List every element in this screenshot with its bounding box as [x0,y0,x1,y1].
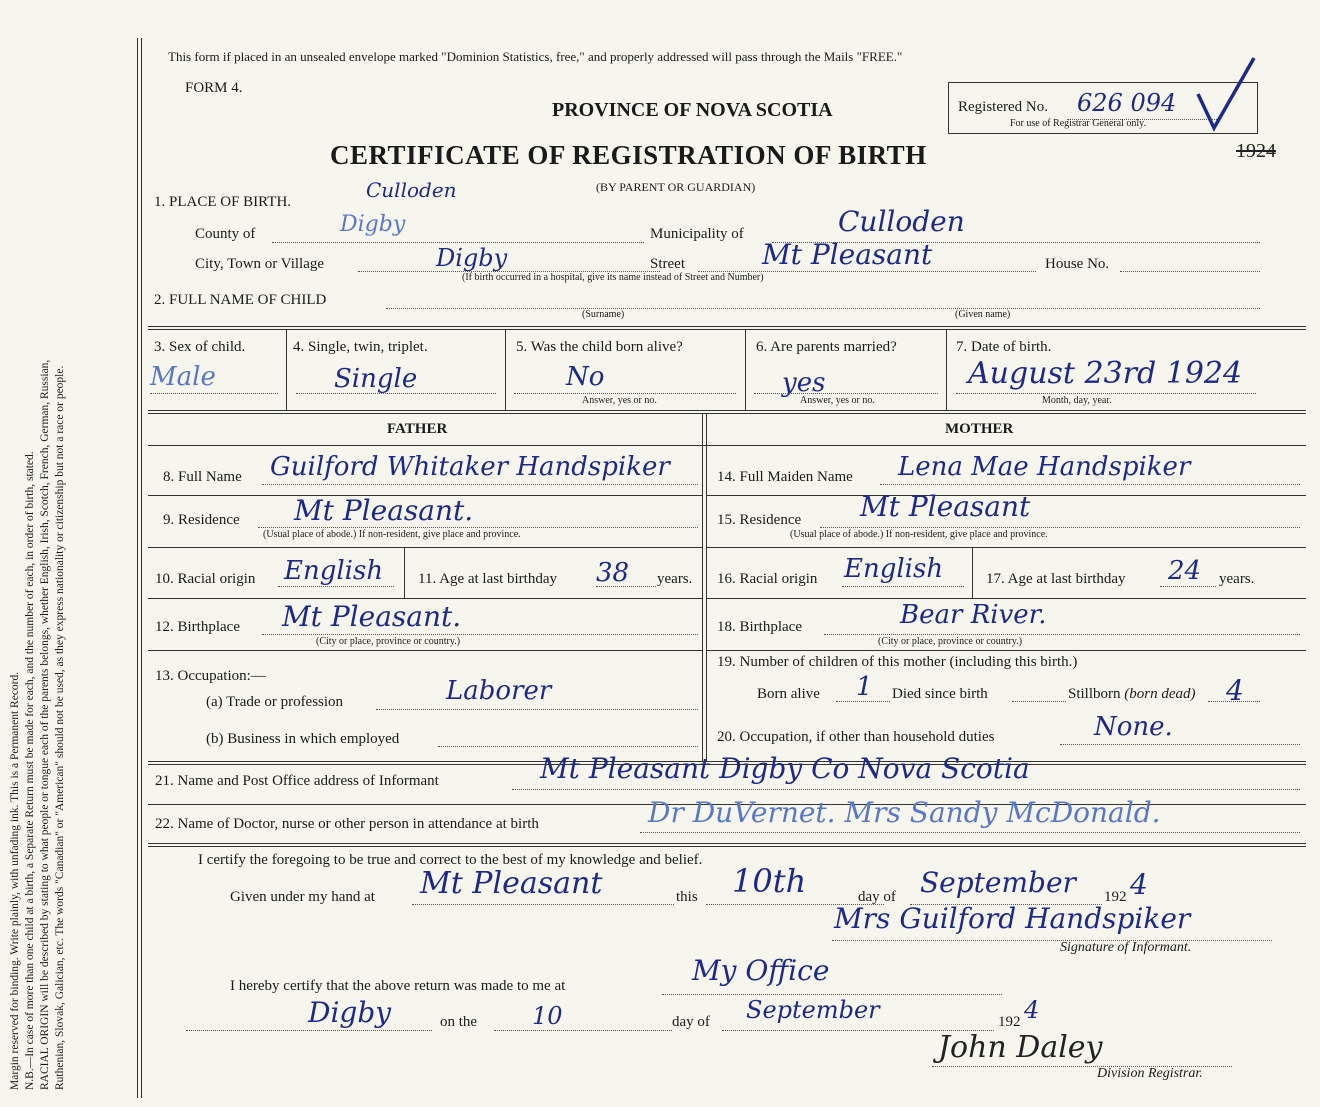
sex-value: Male [150,362,216,392]
informant-signature: Mrs Guilford Handspiker [834,902,1191,935]
margin-note-4: Ruthenian, Slovak, Galician, etc. The words "Canadian" or "American" should not be used, as they express nationality or citizenship but not a race or people. [54,365,66,1090]
informant-value: Mt Pleasant Digby Co Nova Scotia [540,752,1030,785]
place-of-birth-label: 1. PLACE OF BIRTH. [154,194,292,210]
year-stamp: 1924 [1236,140,1276,162]
mother-years-label: years. [1219,571,1255,587]
children-count-label: 19. Number of children of this mother (including this birth.) [717,654,1078,670]
municipality-value: Culloden [838,205,965,238]
surname-note: (Surname) [582,309,625,320]
form-left-border [137,38,138,1098]
father-birthplace-value: Mt Pleasant. [282,600,462,633]
mother-age-value: 24 [1168,556,1202,586]
given-year-prefix: 192 [1104,889,1127,905]
date-of-birth-label: 7. Date of birth. [956,339,1052,355]
father-birthplace-label: 12. Birthplace [155,619,240,635]
father-heading: FATHER [387,421,448,437]
father-residence-label: 9. Residence [163,512,240,528]
given-month-value: September [920,866,1076,899]
on-the-label: on the [440,1014,478,1030]
date-note: Month, day, year. [1042,395,1112,406]
sex-label: 3. Sex of child. [154,339,246,355]
mother-residence-label: 15. Residence [717,512,802,528]
child-name-label: 2. FULL NAME OF CHILD [154,292,327,308]
trade-label: (a) Trade or profession [206,694,344,710]
plurality-value: Single [334,364,418,394]
father-age-value: 38 [596,558,630,588]
father-residence-note: (Usual place of abode.) If non-resident, give place and province. [263,529,521,540]
registrar-note: For use of Registrar General only. [1010,118,1146,129]
born-alive-value: No [566,362,605,392]
father-age-label: 11. Age at last birthday [418,571,557,587]
street-label: Street [650,256,685,272]
margin-note-2: N.B.—In case of more than one child at a birth, a Separate Return must be made for each, and the number of each, in order of birth, stated. [24,451,36,1090]
mother-occupation-value: None. [1094,712,1173,742]
municipality-label: Municipality of [650,226,744,242]
stillborn-label-text: Stillborn [1068,686,1121,702]
born-alive-count-value: 1 [856,672,873,702]
mother-racial-value: English [844,554,944,584]
registrar-statement: I hereby certify that the above return was made to me at [230,978,566,994]
mother-heading: MOTHER [945,421,1014,437]
certificate-subtitle: (BY PARENT OR GUARDIAN) [596,180,756,194]
checkmark-icon [1190,52,1260,132]
father-birthplace-note: (City or place, province or country.) [316,636,461,647]
doctor-label: 22. Name of Doctor, nurse or other person in attendance at birth [155,816,539,832]
stillborn-count-value: 4 [1226,674,1244,707]
province-heading: PROVINCE OF NOVA SCOTIA [552,99,833,121]
given-place-value: Mt Pleasant [420,866,603,901]
mother-age-label: 17. Age at last birthday [986,571,1126,587]
registered-label: Registered No. [958,99,1048,115]
father-name-value: Guilford Whitaker Handspiker [270,452,670,482]
yes-no-note-5: Answer, yes or no. [582,395,657,406]
mother-residence-note: (Usual place of abode.) If non-resident, give place and province. [790,529,1048,540]
trade-value: Laborer [446,676,552,706]
hospital-note: (If birth occurred in a hospital, give its name instead of Street and Number) [462,272,764,283]
place-of-birth-value: Culloden [366,178,457,202]
registrar-year-value: 4 [1024,996,1040,1024]
given-year-value: 4 [1130,868,1148,901]
registrar-town-value: Digby [308,996,392,1029]
margin-notes [8,30,130,1090]
mother-birthplace-label: 18. Birthplace [717,619,802,635]
given-under-hand-label: Given under my hand at [230,889,375,905]
parents-married-value: yes [782,368,826,398]
father-occupation-label: 13. Occupation:— [155,668,266,684]
mother-residence-value: Mt Pleasant [860,490,1031,523]
form-number: FORM 4. [185,80,243,96]
parents-married-label: 6. Are parents married? [756,339,897,355]
mother-occupation-label: 20. Occupation, if other than household duties [717,729,995,745]
registrar-month-value: September [746,996,880,1024]
registrar-year-prefix: 192 [998,1014,1021,1030]
day-of-label: day of [858,889,896,905]
stillborn-note: (born dead) [1124,686,1196,702]
registrar-day-of-label: day of [672,1014,710,1030]
registrar-signature: John Daley [938,1030,1103,1065]
father-years-label: years. [657,571,693,587]
this-label: this [676,889,698,905]
plurality-label: 4. Single, twin, triplet. [293,339,428,355]
registrar-place-value: My Office [692,954,830,987]
county-label: County of [195,226,256,242]
doctor-value: Dr DuVernet. Mrs Sandy McDonald. [648,796,1161,829]
mother-birthplace-value: Bear River. [900,600,1047,630]
form-left-border-inner [141,38,142,1098]
registrar-day-value: 10 [532,1002,563,1030]
city-label: City, Town or Village [195,256,325,272]
county-value: Digby [340,212,406,237]
house-number-label: House No. [1045,256,1110,272]
died-since-birth-label: Died since birth [892,686,988,702]
given-name-note: (Given name) [955,309,1011,320]
mother-name-label: 14. Full Maiden Name [717,469,853,485]
mother-birthplace-note: (City or place, province or country.) [878,636,1023,647]
father-racial-value: English [284,556,384,586]
business-label: (b) Business in which employed [206,731,400,747]
certificate-title: CERTIFICATE OF REGISTRATION OF BIRTH [330,140,927,170]
stillborn-label [1068,686,1196,703]
street-value: Mt Pleasant [762,238,933,271]
margin-note-1: Margin reserved for binding. Write plainly, with unfading ink. This is a Permanent Record. [9,671,21,1090]
margin-note-3: RACIAL ORIGIN will be described by stating to what people or tongue each of the parents belongs, whether English, Irish, Scotch, French, German, Russian, [39,359,51,1090]
signature-of-informant-label: Signature of Informant. [1060,940,1192,955]
born-alive-count-label: Born alive [757,686,820,702]
date-of-birth-value: August 23rd 1924 [968,356,1243,391]
given-day-value: 10th [732,862,807,900]
division-registrar-label: Division Registrar. [1097,1066,1203,1081]
certify-statement: I certify the foregoing to be true and correct to the best of my knowledge and belief. [198,852,703,868]
yes-no-note-6: Answer, yes or no. [800,395,875,406]
born-alive-label: 5. Was the child born alive? [516,339,683,355]
father-name-label: 8. Full Name [163,469,242,485]
registered-number: 626 094 [1077,89,1177,117]
father-racial-label: 10. Racial origin [155,571,256,587]
mother-racial-label: 16. Racial origin [717,571,818,587]
mother-name-value: Lena Mae Handspiker [898,452,1191,482]
father-residence-value: Mt Pleasant. [294,494,474,527]
mail-notice: This form if placed in an unsealed envelope marked "Dominion Statistics, free," and properly addressed will pass through the Mails "FREE." [168,49,903,64]
city-value: Digby [436,244,508,272]
informant-label: 21. Name and Post Office address of Informant [155,773,439,789]
